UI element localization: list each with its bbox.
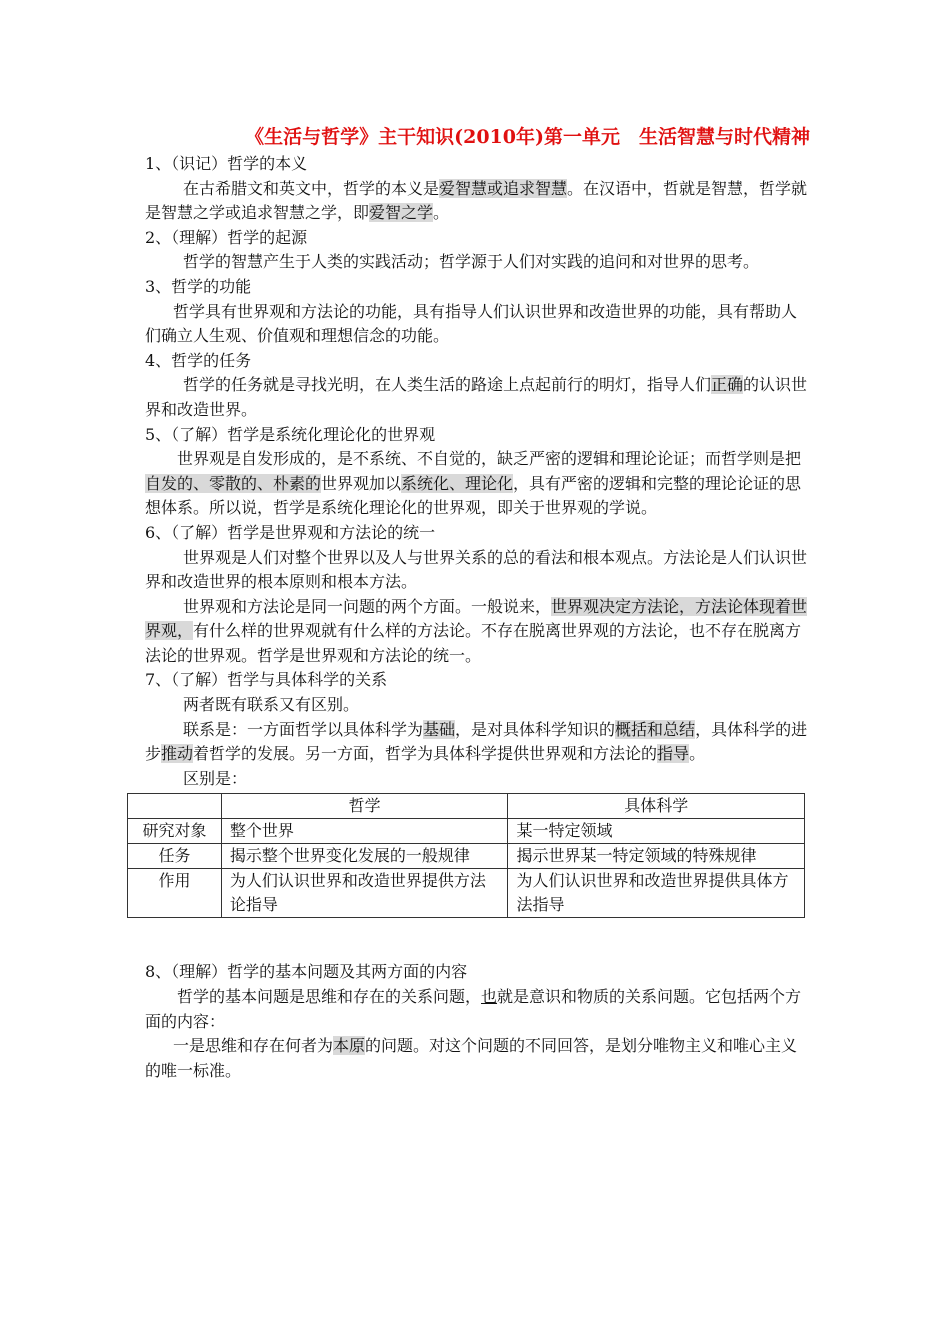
section-8-heading: 8、（理解）哲学的基本问题及其两方面的内容 <box>145 962 468 982</box>
text-span: 哲学的基本问题是思维和存在的关系问题， <box>177 987 482 1007</box>
section-6-heading: 6、（了解）哲学是世界观和方法论的统一 <box>145 522 436 542</box>
section-5-text <box>145 447 810 521</box>
highlight: 本原 <box>333 1036 366 1056</box>
document-page <box>142 122 810 1083</box>
section-4-text <box>145 373 810 422</box>
table-row <box>128 869 805 918</box>
text-span: 世界观是自发形成的，是不系统、不自觉的，缺乏严密的逻辑和理论论证；而哲学则是把 <box>177 449 802 469</box>
section-2-text: 哲学的智慧产生于人类的实践活动；哲学源于人们对实践的追问和对世界的思考。 <box>183 252 760 272</box>
section-3-heading: 3、哲学的功能 <box>145 276 252 296</box>
table-row-label: 研究对象 <box>128 819 222 844</box>
table-header-cell <box>128 794 222 819</box>
highlight: 自发的、零散的、朴素的 <box>145 473 322 493</box>
section-7-para-2 <box>145 718 810 767</box>
section-2-heading: 2、（理解）哲学的起源 <box>145 227 308 247</box>
table-cell: 整个世界 <box>221 819 508 844</box>
highlight: 概括和总结 <box>615 719 696 739</box>
text-span: ，是对具体科学知识的 <box>455 719 616 739</box>
section-7-para-3: 区别是： <box>183 768 248 788</box>
highlight: 指导 <box>657 744 690 764</box>
text-span: 一是思维和存在何者为 <box>173 1036 334 1056</box>
section-4-heading: 4、哲学的任务 <box>145 350 252 370</box>
table-row-label: 任务 <box>128 844 222 869</box>
spacer <box>145 918 810 960</box>
text-span: 世界观和方法论是同一问题的两个方面。一般说来， <box>183 596 552 616</box>
table-header-cell: 具体科学 <box>508 794 805 819</box>
text-span: 联系是：一方面哲学以具体科学为 <box>183 719 424 739</box>
underlined-text: 也 <box>481 987 498 1007</box>
comparison-table <box>127 793 805 918</box>
highlight: 爱智之学 <box>369 203 434 223</box>
text-span: 。 <box>433 203 450 223</box>
text-span: ，具体科学的进步 <box>145 719 808 764</box>
text-span: ，具有严密的逻辑和完整的理论论证的思想体系。所以说，哲学是系统化理论化的世界观，即关于世界观的学说。 <box>145 473 802 518</box>
highlight: 世界观决定方法论，方法论体现着世界观， <box>145 596 808 641</box>
table-row-label: 作用 <box>128 869 222 918</box>
text-span: 在古希腊文和英文中，哲学的本义是 <box>183 178 440 198</box>
section-1-heading: 1、（识记）哲学的本义 <box>145 154 308 173</box>
table-cell: 为人们认识世界和改造世界提供具体方法指导 <box>508 869 805 918</box>
section-8-para-1 <box>145 985 810 1034</box>
section-7-heading: 7、（了解）哲学与具体科学的关系 <box>145 670 388 690</box>
highlight: 基础 <box>423 719 456 739</box>
table-header-cell: 哲学 <box>221 794 508 819</box>
table-cell: 某一特定领域 <box>508 819 805 844</box>
table-row <box>128 819 805 844</box>
table-cell: 为人们认识世界和改造世界提供方法论指导 <box>221 869 508 918</box>
text-span: 世界观加以 <box>321 473 402 493</box>
text-span: 有什么样的世界观就有什么样的方法论。不存在脱离世界观的方法论，也不存在脱离方法论的世界观。哲学是世界观和方法论的统一。 <box>145 621 802 665</box>
section-6-para-1: 世界观是人们对整个世界以及人与世界关系的总的看法和根本观点。方法论是人们认识世界和改造世界的根本原则和根本方法。 <box>145 547 808 592</box>
section-7-para-1: 两者既有联系又有区别。 <box>183 695 360 715</box>
text-span: 。 <box>689 744 706 764</box>
text-span: 哲学的任务就是寻找光明，在人类生活的路途上点起前行的明灯，指导人们 <box>183 375 712 395</box>
table-cell: 揭示世界某一特定领域的特殊规律 <box>508 844 805 869</box>
table-row <box>128 844 805 869</box>
text-span: 的认识世界和改造世界。 <box>145 375 808 419</box>
table-cell: 揭示整个世界变化发展的一般规律 <box>221 844 508 869</box>
section-6-para-2 <box>145 595 810 669</box>
text-span: 的问题。对这个问题的不同回答，是划分唯物主义和唯心主义的唯一标准。 <box>145 1036 798 1080</box>
section-8-para-2 <box>145 1034 810 1083</box>
section-1-text <box>145 177 810 226</box>
highlight: 正确 <box>711 375 744 395</box>
section-5-heading: 5、（了解）哲学是系统化理论化的世界观 <box>145 424 436 444</box>
highlight: 系统化、理论化 <box>401 473 514 493</box>
highlight: 爱智慧或追求智慧 <box>439 178 568 198</box>
document-title: 《生活与哲学》主干知识(2010年)第一单元 生活智慧与时代精神 <box>245 126 810 148</box>
text-span: 。在汉语中，哲就是智慧，哲学就是智慧之学或追求智慧之学，即 <box>145 178 808 223</box>
text-span: 着哲学的发展。另一方面，哲学为具体科学提供世界观和方法论的 <box>193 744 658 764</box>
section-3-text: 哲学具有世界观和方法论的功能，具有指导人们认识世界和改造世界的功能，具有帮助人们确立人生观、价值观和理想信念的功能。 <box>145 301 798 346</box>
highlight: 推动 <box>161 744 194 764</box>
table-header-row <box>128 794 805 819</box>
text-span: 就是意识和物质的关系问题。它包括两个方面的内容： <box>145 987 802 1031</box>
